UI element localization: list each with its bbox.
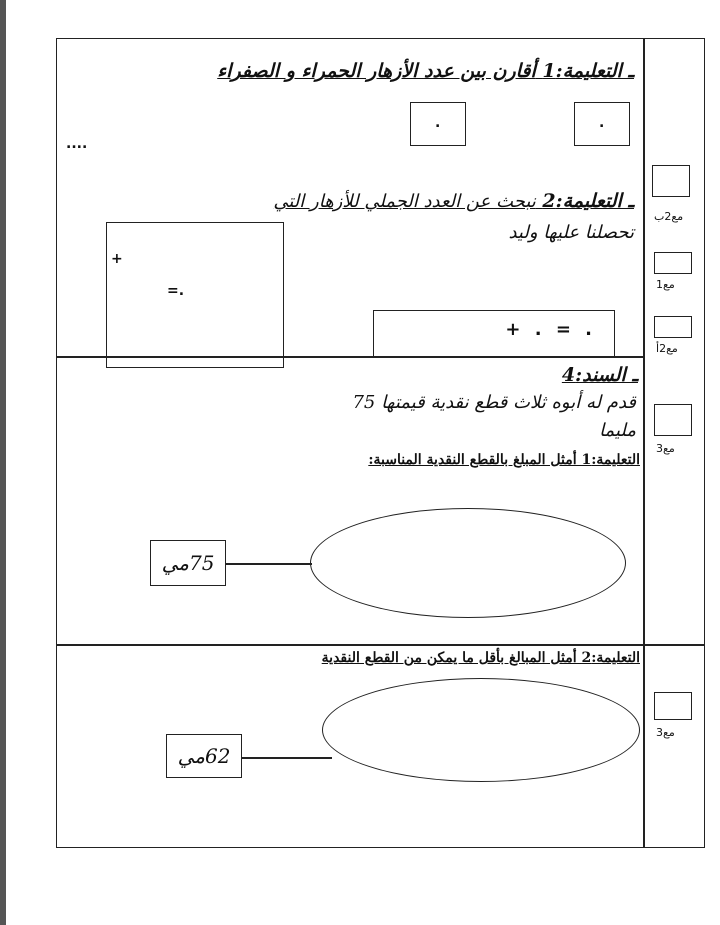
instruction-1-text: أقارن بين عدد الأزهار الحمراء و الصفراء — [217, 60, 536, 82]
instruction-2-title: ـ التعليمة:2 — [542, 190, 634, 212]
instruction-2-line-2: تحصلنا عليها وليد — [508, 222, 634, 243]
instruction-2-text: نبحث عن العدد الجملي للأزهار التي — [273, 191, 536, 212]
score-box-5[interactable] — [654, 692, 692, 720]
score-box-3[interactable] — [654, 316, 692, 338]
instruction-1-line — [217, 60, 634, 82]
flowers-drawing-box[interactable] — [106, 222, 284, 368]
score-label-1: مع2ب — [654, 210, 684, 223]
instruction-1-title: ـ التعليمة:1 — [542, 60, 634, 82]
amount-62-box: 62مي — [166, 734, 242, 778]
instruction-4: التعليمة:2 أمثل المبالغ بأقل ما يمكن من القطع النقدية — [321, 650, 640, 666]
comparison-dots: .... — [66, 136, 88, 152]
section-divider-2 — [56, 644, 705, 646]
prompt-4-line-1: قدم له أبوه ثلاث قطع نقدية قيمتها 75 — [352, 392, 636, 413]
score-column-divider — [643, 38, 645, 848]
plus-mark: + — [111, 251, 123, 267]
score-box-4[interactable] — [654, 404, 692, 436]
red-count-box[interactable] — [410, 102, 466, 146]
box-mark: . — [435, 115, 441, 131]
instruction-3: التعليمة:1 أمثل المبلغ بالقطع النقدية المناسبة: — [368, 452, 640, 468]
score-label-3: مع2أ — [656, 342, 678, 355]
eq-mark: =. — [167, 283, 185, 299]
left-margin-bar — [0, 0, 6, 925]
score-label-4: مع3 — [656, 442, 675, 455]
yellow-count-box[interactable] — [574, 102, 630, 146]
score-box-2[interactable] — [654, 252, 692, 274]
score-label-2: مع1 — [656, 278, 675, 291]
amount-75-box: 75مي — [150, 540, 226, 586]
score-box-1[interactable] — [652, 165, 690, 197]
coins-ellipse-1[interactable] — [310, 508, 626, 618]
equation-text: . = . + — [505, 319, 596, 340]
score-label-5: مع3 — [656, 726, 675, 739]
equation-box[interactable] — [373, 310, 615, 358]
box-mark: . — [599, 115, 605, 131]
prompt-4-line-2: مليما — [599, 420, 636, 441]
connector-line-1 — [226, 563, 312, 565]
prompt-4-title: ـ السند:4 — [561, 364, 638, 386]
connector-line-2 — [242, 757, 332, 759]
instruction-2-line — [273, 190, 634, 212]
coins-ellipse-2[interactable] — [322, 678, 640, 782]
